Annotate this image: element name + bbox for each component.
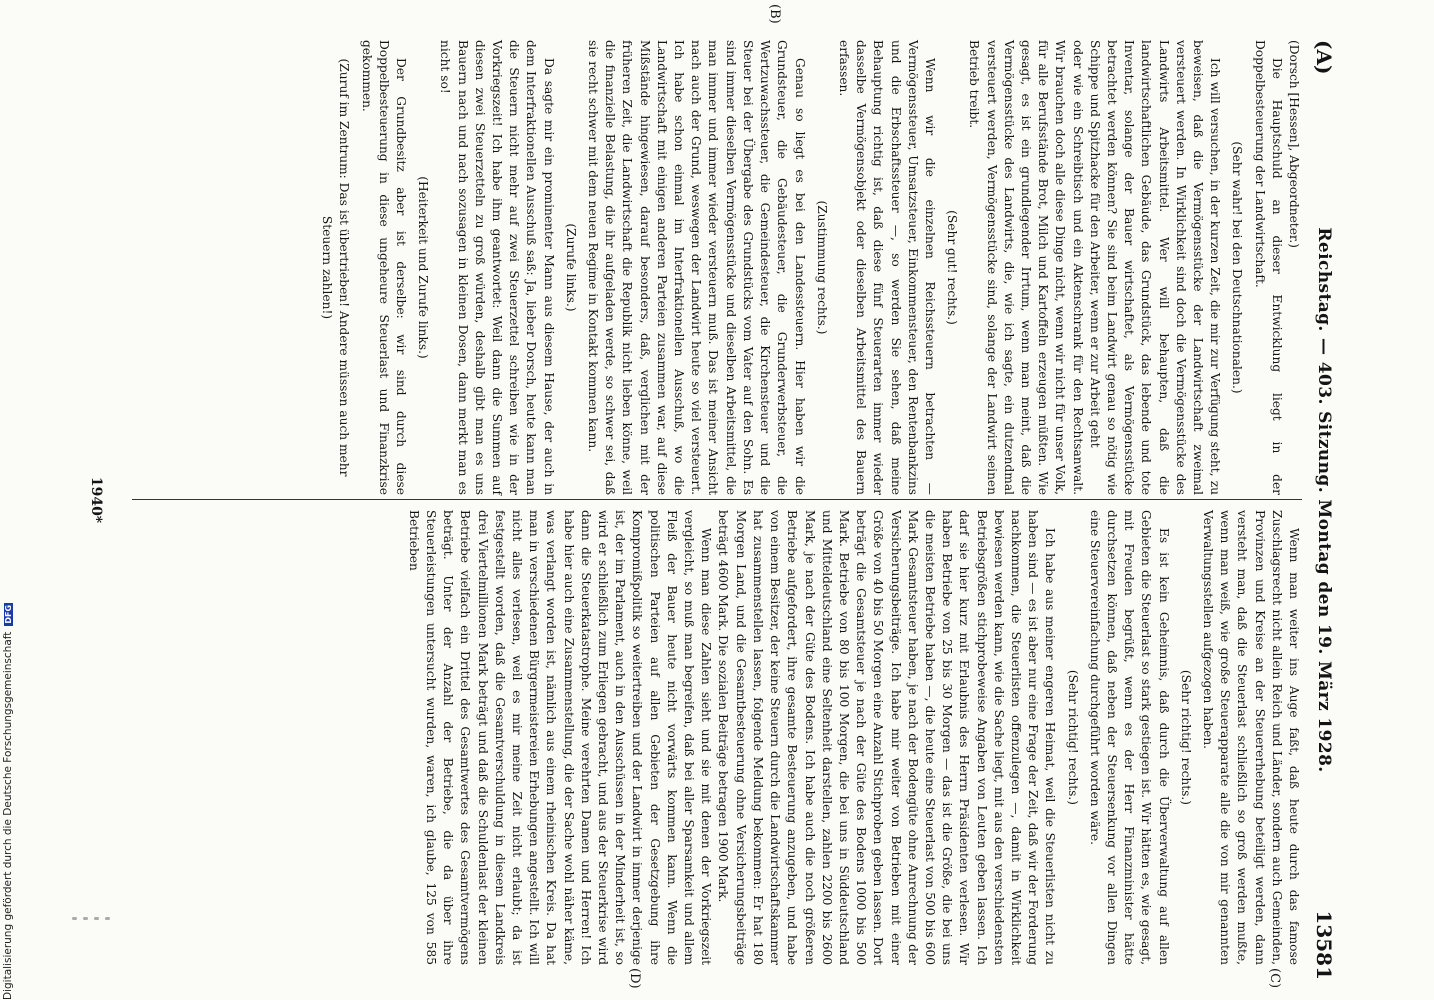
- paragraph: oder wie ein Schreibtisch und ein Aktenschrank für den Rechtsanwalt. Wir brauchen doch alle diese Dinge nicht, wenn wir nicht für unser Volk, für alle Berufsstände Brot, Milch und Kartoffeln erzeugen müßten. Wie gesagt, es ist ein grundlegender Irrtum, wenn man meint, daß die Vermögensstücke des Landwirts, die, wie ich sagte, ein dutzendmal versteuert werden, Vermögensstücke sind, solange der Landwirt seinen Betrieb treibt.: [967, 40, 1085, 495]
- margin-marker-c: (C): [1267, 968, 1282, 989]
- paragraph: Wenn wir die einzelnen Reichssteuern betrachten — Vermögenssteuer, Umsatzsteuer, Einkommensteuer, den Rentenbankzins und die Erbschaftssteuer —, so werden Sie sehen, daß meine Behauptung richtig ist, daß diese fünf Steuerarten immer wieder dasselbe Vermögensobjekt oder dieselben Arbeitsmittel des Bauern erfassen.: [836, 40, 937, 495]
- margin-marker-b: (B): [767, 4, 782, 24]
- paragraph: Die Hauptschuld an dieser Entwicklung liegt in der Doppelbesteuerung der Landwirtschaft.: [1252, 40, 1284, 495]
- rotated-page-content: [12, 0, 1342, 1000]
- paragraph: Ich will versuchen, in der kurzen Zeit, die mir zur Verfügung steht, zu beweisen, daß die Vermögensstücke der Landwirtschaft zweimal versteuert werden. In Wirklichkeit sind doch die Vermögensstücke des Landwirts Arbeitsmittel. Wer will behaupten, daß die landwirtschaftlichen Gebäude, das Grundstück, das lebende und tote Inventar, solange der Bauer wirtschaftet, als Vermögensstücke betrachtet werden können? Sie sind beim Landwirt genau so nötig wie Schippe und Spitzhacke für den Arbeiter, wenn er zur Arbeit geht: [1087, 40, 1223, 495]
- right-column: [405, 510, 1302, 965]
- interjection: (Sehr wahr! bei den Deutschnationalen.): [1230, 141, 1245, 394]
- page-title: Reichstag. — 403. Sitzung. Montag den 19. März 1928.: [1314, 227, 1334, 773]
- interjection: (Sehr gut! rechts.): [945, 210, 960, 325]
- interjection: (Zurufe links.): [563, 223, 578, 312]
- paragraph: Es ist kein Geheimnis, daß durch die Überverwaltung auf allen Gebieten die Steuerlast so stark gestiegen ist. Wir hätten es, wie gesagt, mit Freuden begrüßt, wenn es der Herr Finanzminister hätte durchsetzen können, daß neben der Steuersenkung vor allen Dingen eine Steuervereinfachung durchgeführt worden wäre.: [1087, 510, 1171, 965]
- page-footer: 1940*: [88, 476, 104, 524]
- paragraph: Wenn man diese Zahlen sieht und sie mit denen der Vorkriegszeit vergleicht, so muß man begreifen, daß bei aller Sparsamkeit und allem Fleiß der Bauer heute nicht vorwärts kommen kann. Wenn die politischen Parteien auf allen Gebieten der Gesetzgebung ihre Kompromißpolitik so weitertreiben und der Landwirt in immer derjenige ist, der im Parlament, auch in den Ausschüssen in der Minderheit ist, so wird er schließlich zum Erliegen gebracht, und aus der Steuerkrise wird dann die Steuerkatastrophe. Meine verehrten Damen und Herren! Ich habe hier auch eine Zusammenstellung, die der Sache wohl näher käme, was verlangt worden ist, nämlich aus einem rheinischen Kreis. Da hat man in verschiedenen Bürgermeistereien Erhebungen angestellt. Ich will nicht alles verlesen, weil es mir meine Zeit nicht erlaubt; da ist festgestellt worden, daß die Gesamtverschuldung in diesem Landkreis drei Viertelmillionen Mark beträgt und daß die Schuldenlast der kleinen Betriebe vielfach ein Drittel des Gesamtwertes des Gesamtvermögens beträgt. Unter der Anzahl der Betriebe, die da über ihre Steuerleistungen untersucht wurden, waren, ich glaube, 125 von 585 Betrieben: [406, 510, 714, 965]
- interjection: (Heiterkeit und Zurufe links.): [416, 176, 431, 359]
- column-divider: [132, 499, 1302, 500]
- paragraph: Genau so liegt es bei den Landessteuern. Hier haben wir die Grundsteuer, die Gebäudesteuer, die Grunderwerbsteuer, die Wertzuwachssteuer, die Gemeindesteuer, die Kirchensteuer und die Steuer bei der Übergabe des Grundstücks vom Vater auf den Sohn. Es sind immer dieselben Vermögensstücke und dieselben Arbeitsmittel, die man immer und immer wieder versteuern muß. Das ist meiner Ansicht nach auch der Grund, weswegen der Landwirt heute so viel versteuert. Ich habe schon einmal im Interfraktionellen Ausschuß, wo die Landwirtschaft mit einigen anderen Parteien zusammen war, auf diese Mißstände hingewiesen, darauf besonders, daß, verglichen mit der früheren Zeit, die Landwirtschaft die Republik nicht lieben könne, weil die finanzielle Belastung, die ihr aufgeladen werde, so schwer sei, daß sie recht schwer mit dem neuen Regime in Kontakt kommen kann.: [586, 40, 807, 495]
- interjection: (Zustimmung rechts.): [814, 200, 829, 335]
- margin-marker-a: (A): [1312, 40, 1336, 75]
- left-column: [313, 40, 1302, 495]
- interjection: (Sehr richtig! rechts.): [1178, 669, 1193, 806]
- margin-marker-d: (D): [627, 968, 642, 989]
- page-header: [1308, 0, 1342, 1000]
- page-number: 13581: [1312, 910, 1336, 980]
- paragraph: Da sagte mir ein prominenter Mann aus diesem Hause, der auch in dem Interfraktionellen Ausschuß saß: Ja, lieber Dorsch, heute kann man die Steuern nicht mehr auf zwei Steuerzettel schreiben wie in der Vorkriegszeit! Ich habe ihm geantwortet: Weil dann die Summen auf diesen zwei Steuerzetteln zu groß würden, deshalb gibt man es uns Bauern nach und nach sozusagen in kleinen Dosen, dann merkt man es nicht so!: [438, 40, 556, 495]
- digitization-credit-text: Digitalisierung gefördert durch die Deutsche Forschungsgemeinschaft: [2, 631, 14, 1000]
- paragraph: (Dorsch [Hessen], Abgeordneter.): [1287, 40, 1301, 249]
- dfg-logo: DFG: [4, 604, 13, 624]
- interjection: (Sehr richtig! rechts.): [1065, 669, 1080, 806]
- paragraph: Wenn man weiter ins Auge faßt, daß heute durch das famose Zuschlagsrecht nicht allein Reich und Länder, sondern auch Gemeinden, Provinzen und Kreise an der Steuererhebung beteiligt werden, dann versteht man, daß die Steuerlast schließlich so groß werden mußte, wenn man weiß, wie große Steuerapparate alle die von mir genannten Verwaltungsstellen aufgezogen haben.: [1200, 510, 1301, 965]
- paragraph: Ich habe aus meiner engeren Heimat, weil die Steuerlisten nicht zu haben sind — es ist aber nur eine Frage der Zeit, daß wir der Forderung nachkommen, die Steuerlisten offenzulegen —, damit in Wirklichkeit bewiesen werden kann, wie die Sache liegt, mit aus den verschiedensten Betriebsgrößen stichprobeweise Angaben von Leuten geben lassen. Ich darf sie hier kurz mit Erlaubnis des Herrn Präsidenten verlesen. Wir haben Betriebe von 25 bis 30 Morgen — das ist die Größe, die bei uns die meisten Betriebe haben —, die heute eine Steuerlast von 500 bis 600 Mark Gesamtsteuer haben, je nach der Bodengüte ohne Anrechnung der Versicherungsbeiträge. Ich habe mir weiter von Betrieben mit einer Größe von 40 bis 50 Morgen eine Anzahl Stichproben geben lassen. Dort beträgt die Gesamtsteuer je nach der Güte des Bodens 1000 bis 500 Mark. Betriebe von 80 bis 100 Morgen, die bei uns in Süddeutschland und Mitteldeutschland eine Seltenheit darstellen, zahlen 2200 bis 2600 Mark, je nach der Güte des Bodens. Ich habe auch die noch größeren Betriebe aufgefordert, ihre gesamte Besteuerung anzugeben, und habe von einem Besitzer, der keine Steuern durch die Landwirtschaftskammer hat zusammenstellen lassen, folgende Meldung bekommen: Er hat 180 Morgen Land, und die Gesamtbesteuerung ohne Versicherungsbeiträge beträgt 4600 Mark. Die sozialen Beiträge betragen 1900 Mark.: [716, 510, 1058, 965]
- paragraph: Der Grundbesitz aber ist derselbe: wir sind durch diese Doppelbesteuerung in diese ungeheure Steuerlast und Finanzkrise gekommen.: [359, 40, 409, 495]
- interjection: (Zuruf im Zentrum: Das ist übertrieben! Andere müssen auch mehr Steuern zahlen!): [320, 58, 352, 477]
